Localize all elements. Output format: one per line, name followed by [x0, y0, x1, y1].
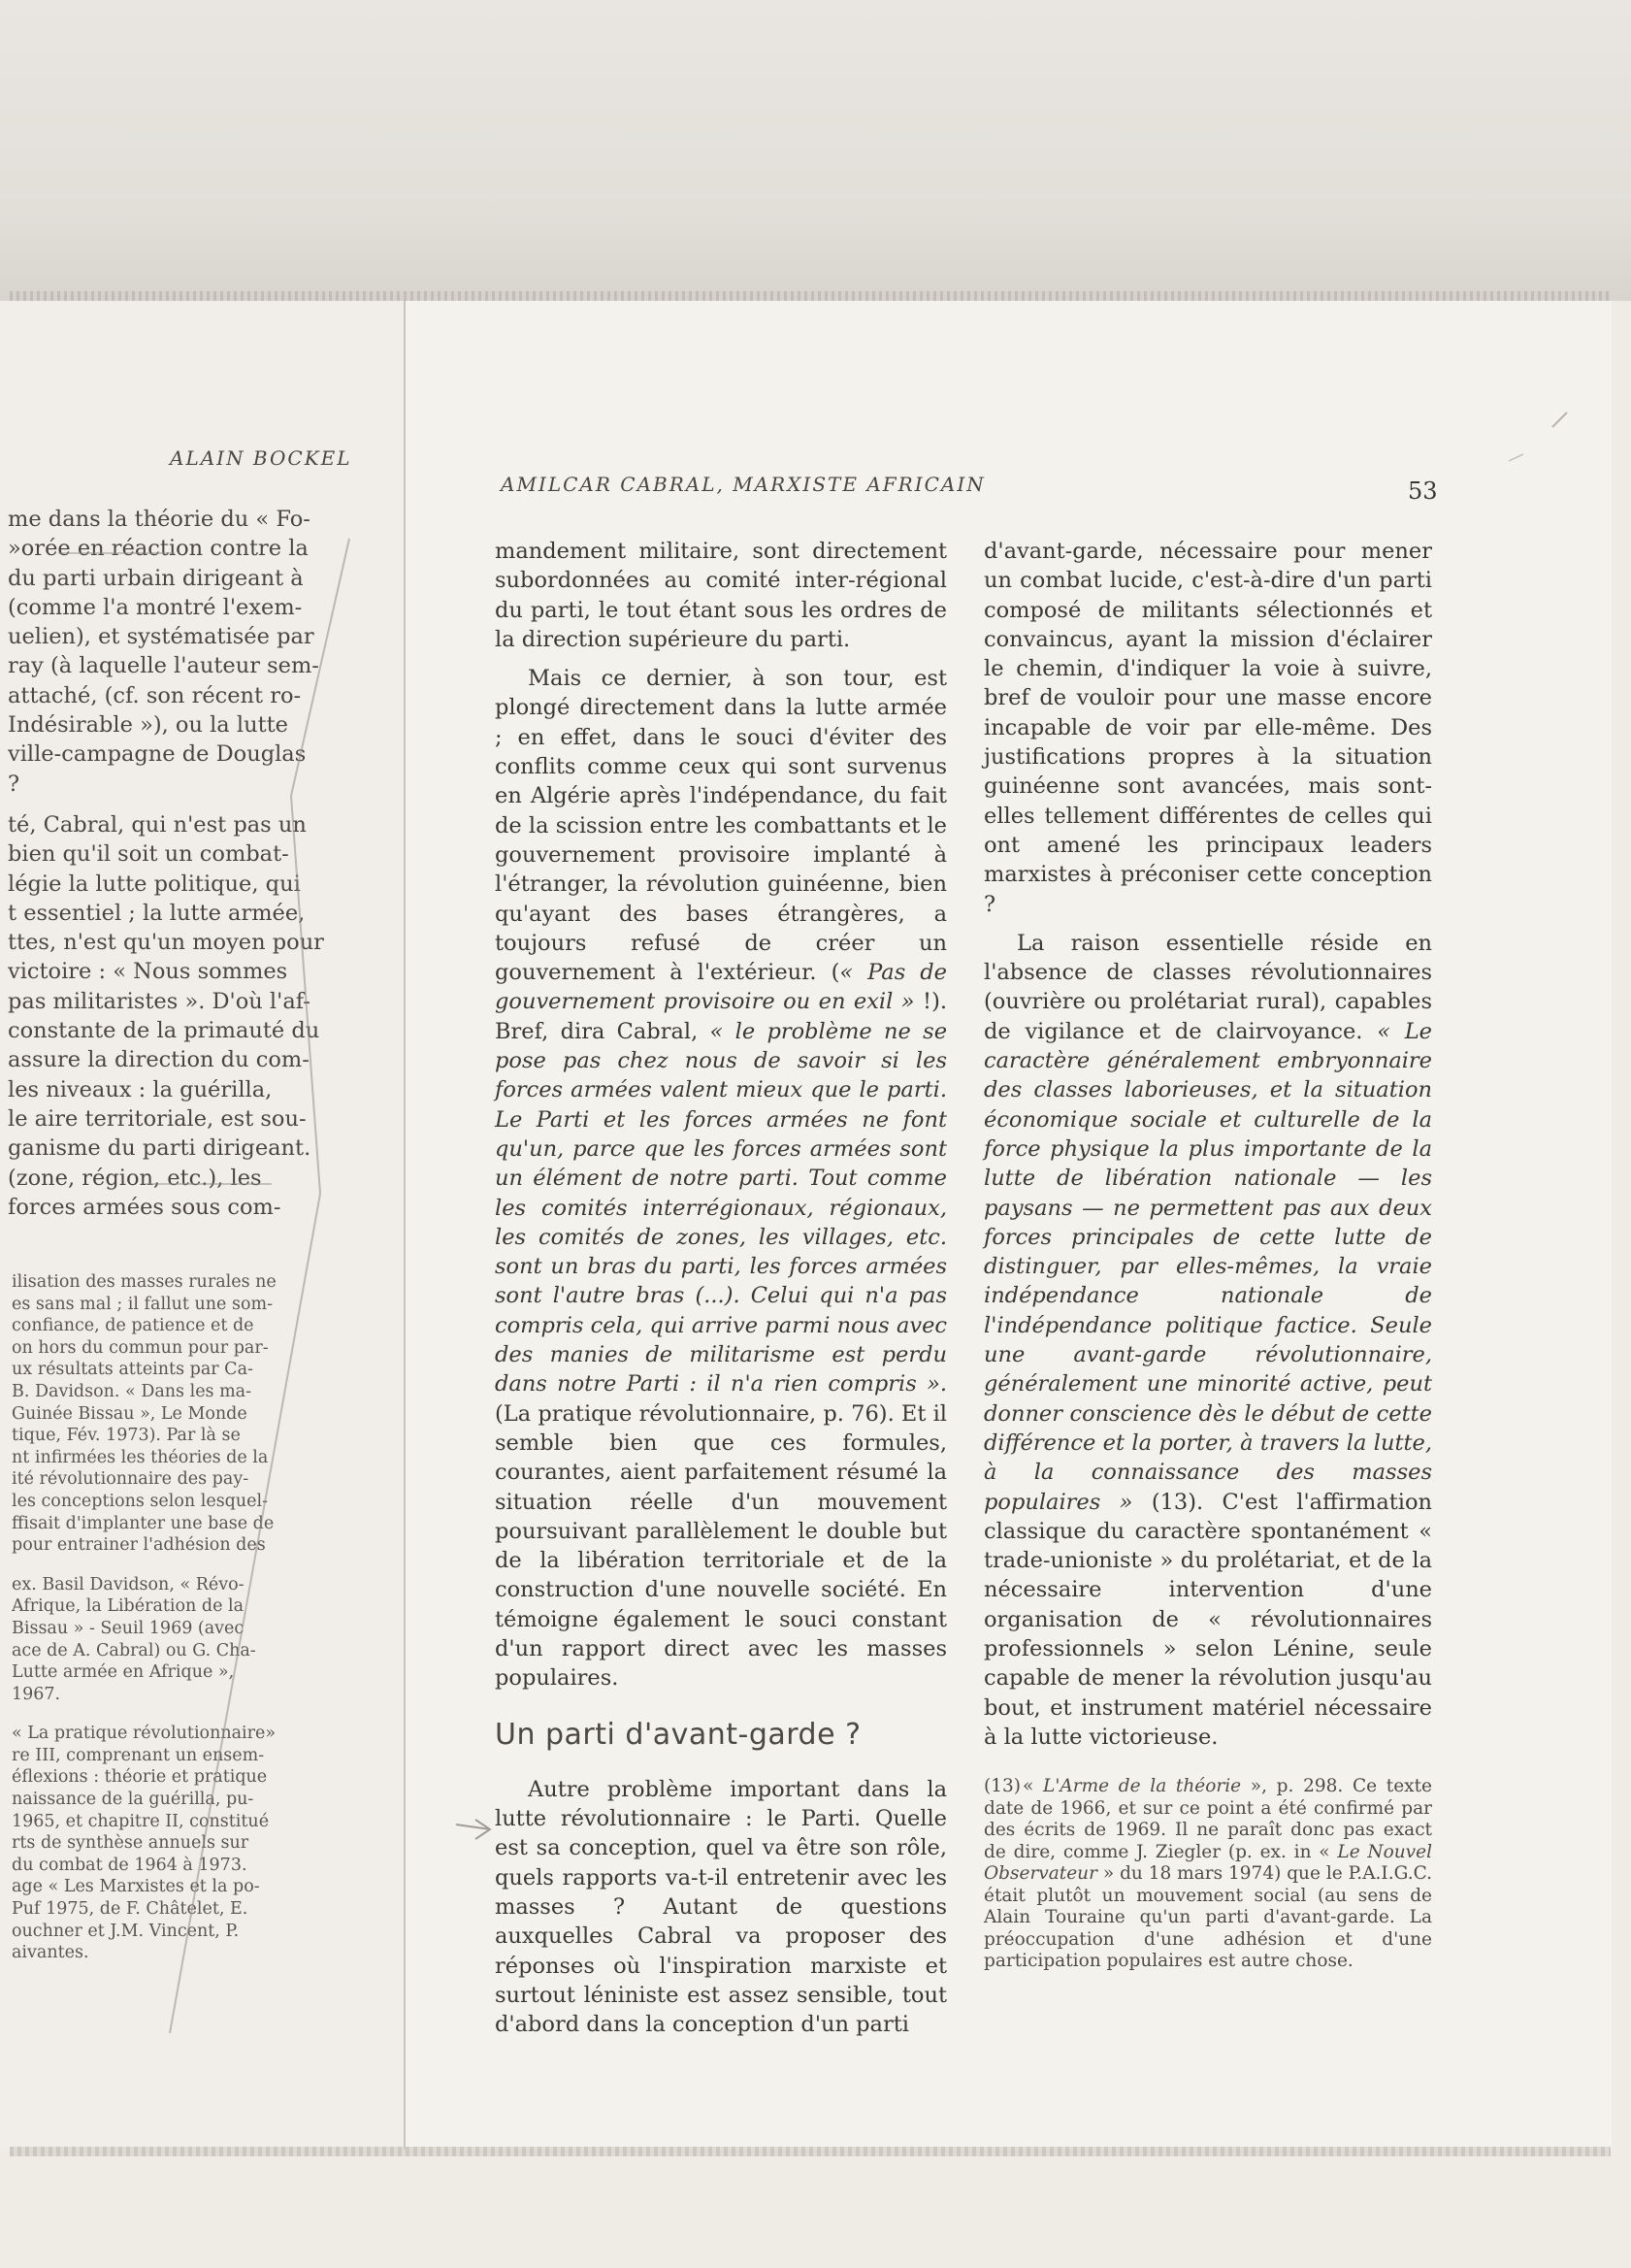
- left-note-line: ace de A. Cabral) ou G. Cha-: [12, 1640, 256, 1660]
- left-page-line: ganisme du parti dirigeant.: [8, 1135, 311, 1162]
- left-page: [0, 301, 404, 2150]
- left-note-line: ité révolutionnaire des pay-: [12, 1469, 249, 1490]
- left-page-line: le aire territoriale, est sou-: [8, 1105, 307, 1132]
- left-note-line: ilisation des masses rurales ne: [12, 1272, 277, 1292]
- left-note-line: Afrique, la Libération de la: [12, 1596, 245, 1617]
- left-note-line: Puf 1975, de F. Châtelet, E.: [12, 1899, 248, 1920]
- left-note-line: es sans mal ; il fallut une som-: [12, 1294, 273, 1314]
- column-1: [495, 537, 947, 2050]
- left-note-line: Lutte armée en Afrique »,: [12, 1662, 235, 1683]
- left-page-line: ville-campagne de Douglas: [8, 741, 307, 768]
- left-page-line: »orée en réaction contre la: [8, 536, 309, 562]
- left-note-line: 1967.: [12, 1684, 61, 1704]
- left-note-line: Guinée Bissau », Le Monde: [12, 1403, 247, 1424]
- section-title: Un parti d'avant-garde ?: [495, 1717, 862, 1752]
- paragraph: Autre problème important dans la lutte révolutionnaire : le Parti. Quelle est sa conception, quel va être son rôle, quels rapports va-t-il entretenir avec les masses ? Autant de questions auxquelles Cabral va proposer des réponses où l'inspiration marxiste et surtout léniniste est assez sensible, tout d'abord dans la conception d'un parti: [495, 1776, 947, 2038]
- left-page-line: Indésirable »), ou la lutte: [8, 712, 288, 739]
- left-page-line: les niveaux : la guérilla,: [8, 1076, 273, 1102]
- left-page-line: victoire : « Nous sommes: [8, 959, 288, 985]
- left-page-line: assure la direction du com-: [8, 1047, 310, 1073]
- left-page-line: légie la lutte politique, qui: [8, 871, 301, 897]
- left-note-line: age « Les Marxistes et la po-: [12, 1877, 260, 1897]
- left-note-line: éflexions : théorie et pratique: [12, 1767, 268, 1788]
- left-page-line: uelien), et systématisée par: [8, 624, 314, 650]
- scanner-background-top: [0, 0, 1631, 301]
- left-note-line: confiance, de patience et de: [12, 1316, 254, 1336]
- left-page-line: ttes, n'est qu'un moyen pour: [8, 930, 324, 956]
- left-page-line: attaché, (cf. son récent ro-: [8, 682, 302, 708]
- left-note-line: ffisait d'implanter une base de: [12, 1513, 275, 1533]
- left-note-line: 1965, et chapitre II, constitué: [12, 1811, 270, 1831]
- left-note-line: aivantes.: [12, 1943, 89, 1963]
- page-bottom-edge: [10, 2147, 1611, 2156]
- left-page-line: me dans la théorie du « Fo-: [8, 507, 310, 532]
- left-note-line: les conceptions selon lesquel-: [12, 1491, 269, 1511]
- left-page-line: constante de la primauté du: [8, 1018, 320, 1044]
- left-page-line: ray (à laquelle l'auteur sem-: [8, 653, 319, 679]
- left-note-line: B. Davidson. « Dans les ma-: [12, 1381, 252, 1401]
- footnote-13: (13) « L'Arme de la théorie », p. 298. Ce texte date de 1966, et sur ce point a été confirmé par des écrits de 1969. Il ne paraît donc pas exact de dire, comme J. Ziegler (p. ex. in « Le Nouvel Observateur » du 18 mars 1974) que le P.A.I.G.C. était plutôt un mouvement social (au sens de Alain Touraine qu'un parti d'avant-garde. La préoccupation d'une adhésion et d'une participation populaires est autre chose.: [984, 1776, 1432, 1971]
- left-note-line: ux résultats atteints par Ca-: [12, 1360, 253, 1380]
- paragraph: Mais ce dernier, à son tour, est plongé directement dans la lutte armée ; en effet, dans le souci d'éviter des conflits comme ceux qui sont survenus en Algérie après l'indépendance, du fait de la scission entre les combattants et le gouvernement provisoire implanté à l'étranger, la révolution guinéenne, bien qu'ayant des bases étrangères, a toujours refusé de créer un gouvernement à l'extérieur. (« Pas de gouvernement provisoire ou en exil » !). Bref, dira Cabral, « le problème ne se pose pas chez nous de savoir si les forces armées valent mieux que le parti. Le Parti et les forces armées ne font qu'un, parce que les forces armées sont un élément de notre parti. Tout comme les comités interrégionaux, régionaux, les comités de zones, les villages, etc. sont un bras du parti, les forces armées sont l'autre bras (...). Celui qui n'a pas compris cela, qui arrive parmi nous avec des manies de militarisme est perdu dans notre Parti : il n'a rien compris ». (La pratique révolutionnaire, p. 76). Et il semble bien que ces formules, courantes, aient parfaitement résumé la situation réelle d'un mouvement poursuivant parallèlement le double but de la libération territoriale et de la construction d'une nouvelle société. En témoigne également le souci constant d'un rapport direct avec les masses populaires.: [495, 666, 948, 1692]
- left-note-line: tique, Fév. 1973). Par là se: [12, 1426, 241, 1446]
- page-number: 53: [1408, 477, 1438, 505]
- left-page-line: té, Cabral, qui n'est pas un: [8, 811, 307, 838]
- left-note-line: re III, comprenant un ensem-: [12, 1745, 265, 1765]
- left-note-line: nt infirmées les théories de la: [12, 1447, 269, 1467]
- left-page-line: (zone, région, etc.), les: [8, 1165, 262, 1191]
- left-note-line: ouchner et J.M. Vincent, P.: [12, 1921, 240, 1941]
- note-gap: [12, 1705, 332, 1723]
- note-gap: [12, 1557, 332, 1574]
- left-note-line: ex. Basil Davidson, « Révo-: [12, 1574, 245, 1594]
- left-note-line: du combat de 1964 à 1973.: [12, 1855, 247, 1875]
- left-page-line: (comme l'a montré l'exem-: [8, 594, 303, 620]
- paragraph: d'avant-garde, nécessaire pour mener un combat lucide, c'est-à-dire d'un parti composé de militants sélectionnés et convaincus, ayant la mission d'éclairer le chemin, d'indiquer la voie à suivre, bref de vouloir pour une masse encore incapable de voir par elle-même. Des justifications propres à la situation guinéenne sont avancées, mais sont-elles tellement différentes de celles qui ont amené les principaux leaders marxistes à préconiser cette conception ?: [984, 539, 1432, 917]
- left-page-line: du parti urbain dirigeant à: [8, 565, 304, 591]
- right-running-head: AMILCAR CABRAL, MARXISTE AFRICAIN: [501, 473, 986, 496]
- column-2: [984, 537, 1432, 1761]
- left-note-line: on hors du commun pour par-: [12, 1337, 269, 1358]
- left-note-line: « La pratique révolutionnaire»: [12, 1724, 277, 1744]
- left-page-notes: [12, 1271, 332, 1964]
- left-note-line: rts de synthèse annuels sur: [12, 1833, 249, 1854]
- paragraph: La raison essentielle réside en l'absence de classes révolutionnaires (ouvrière ou prolétariat rural), capables de vigilance et de clairvoyance. « Le caractère généralement embryonnaire des classes laborieuses, et la situation économique sociale et culturelle de la force physique la plus importante de la lutte de libération nationale — les paysans — ne permettent pas aux deux forces principales de cette lutte de distinguer, par elles-mêmes, la vraie indépendance nationale de l'indépendance politique factice. Seule une avant-garde révolutionnaire, généralement une minorité active, peut donner conscience dès le début de cette différence et la porter, à travers la lutte, à la connaissance des masses populaires » (13). C'est l'affirmation classique du caractère spontanément « trade-unioniste » du prolétariat, et de la nécessaire intervention d'une organisation de « révolutionnaires professionnels » selon Lénine, seule capable de mener la révolution jusqu'au bout, et instrument matériel nécessaire à la lutte victorieuse.: [984, 930, 1433, 1750]
- left-page-line: forces armées sous com-: [8, 1194, 281, 1220]
- left-note-line: pour entrainer l'adhésion des: [12, 1535, 266, 1556]
- left-note-line: Bissau » - Seuil 1969 (avec: [12, 1618, 245, 1638]
- left-running-head: ALAIN BOCKEL: [170, 446, 352, 470]
- paragraph: mandement militaire, sont directement subordonnées au comité inter-régional du parti, le tout étant sous les ordres de la direction supérieure du parti.: [495, 539, 947, 652]
- footnote-number: (13): [984, 1776, 1021, 1796]
- left-note-line: naissance de la guérilla, pu-: [12, 1790, 254, 1810]
- left-page-line: t essentiel ; la lutte armée,: [8, 900, 306, 926]
- left-page-body: [8, 505, 342, 1222]
- left-page-line: ?: [8, 771, 20, 797]
- left-page-line: bien qu'il soit un combat-: [8, 841, 289, 868]
- right-page: [406, 301, 1612, 2150]
- left-page-line: pas militaristes ». D'où l'af-: [8, 988, 310, 1014]
